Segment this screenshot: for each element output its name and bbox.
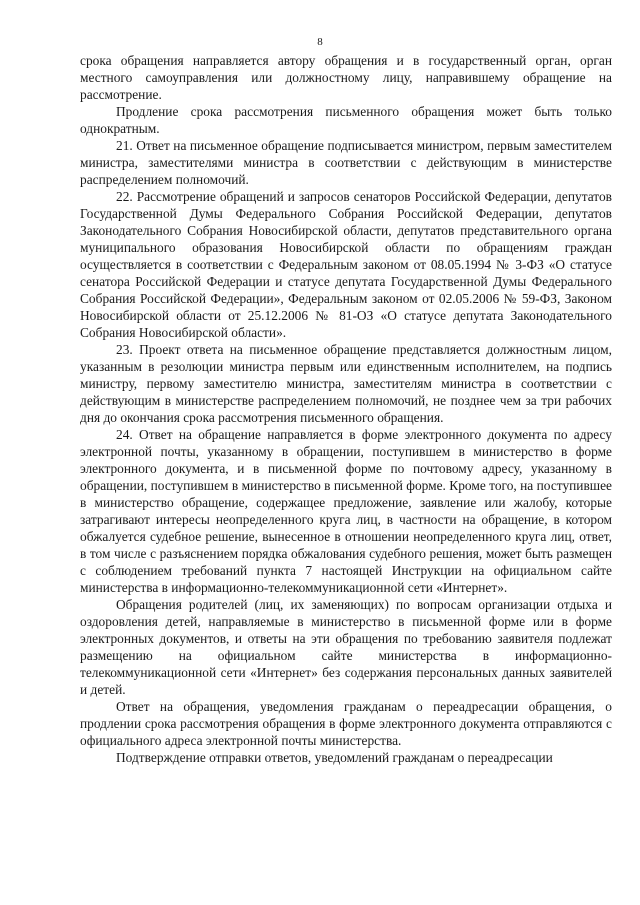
paragraph-item-24: 24. Ответ на обращение направляется в форме электронного документа по адресу электронной почты, указанному в обращении, поступившем в министерство в форме электронного документа, и в письменной форме по почтовому адресу, указанному в обращении, поступившем в министерство в письменной форме. Кроме того, на поступившее в министерство обращение, содержащее предложение, заявление или жалобу, которые затрагивают интересы неопределенного круга лиц, в частности на обращение, в котором обжалуется судебное решение, вынесенное в отношении неопределенного круга лиц, ответ, в том числе с разъяснением порядка обжалования судебного решения, может быть размещен с соблюдением требований пункта 7 настоящей Инструкции на официальном сайте министерства в информационно-телекоммуникационной сети «Интернет».	[80, 427, 612, 595]
paragraph-item-23: 23. Проект ответа на письменное обращение представляется должностным лицом, указанным в резолюции министра первым или единственным исполнителем, на подпись министру, первому заместителю министра, заместителям министра в соответствии с действующим в министерстве распределением полномочий, не позднее чем за три рабочих дня до окончания срока рассмотрения письменного обращения.	[80, 342, 612, 425]
page-number: 8	[317, 36, 323, 48]
paragraph-parents-appeals: Обращения родителей (лиц, их заменяющих) по вопросам организации отдыха и оздоровления детей, направляемые в министерство в письменной форме или в форме электронных документов, и ответы на эти обращения по требованию заявителя подлежат размещению на официальном сайте министерства в информационно-телекоммуникационной сети «Интернет» без содержания персональных данных заявителей и детей.	[80, 597, 612, 697]
paragraph-extension-once: Продление срока рассмотрения письменного обращения может быть только однократным.	[80, 104, 612, 136]
paragraph-confirmation: Подтверждение отправки ответов, уведомлений гражданам о переадресации	[116, 750, 553, 765]
paragraph-continuation: срока обращения направляется автору обращения и в государственный орган, орган местного самоуправления или должностному лицу, направившему обращение на рассмотрение.	[80, 53, 612, 102]
document-body	[80, 52, 612, 766]
paragraph-item-22: 22. Рассмотрение обращений и запросов сенаторов Российской Федерации, депутатов Государственной Думы Федерального Собрания Российской Федерации, депутатов Законодательного Собрания Новосибирской области, депутатов представительного органа муниципального образования Новосибирской области по обращениям граждан осуществляется в соответствии с Федеральным законом от 08.05.1994 № 3-ФЗ «О статусе сенатора Российской Федерации и статусе депутата Государственной Думы Федерального Собрания Российской Федерации», Федеральным законом от 02.05.2006 № 59-ФЗ, Законом Новосибирской области от 25.12.2006 № 81-ОЗ «О статусе депутата Законодательного Собрания Новосибирской области».	[80, 189, 612, 340]
paragraph-electronic-replies: Ответ на обращения, уведомления гражданам о переадресации обращения, о продлении срока рассмотрения обращения в форме электронного документа отправляются с официального адреса электронной почты министерства.	[80, 699, 612, 748]
paragraph-item-21: 21. Ответ на письменное обращение подписывается министром, первым заместителем министра, заместителями министра в соответствии с действующим в министерстве распределением полномочий.	[80, 138, 612, 187]
